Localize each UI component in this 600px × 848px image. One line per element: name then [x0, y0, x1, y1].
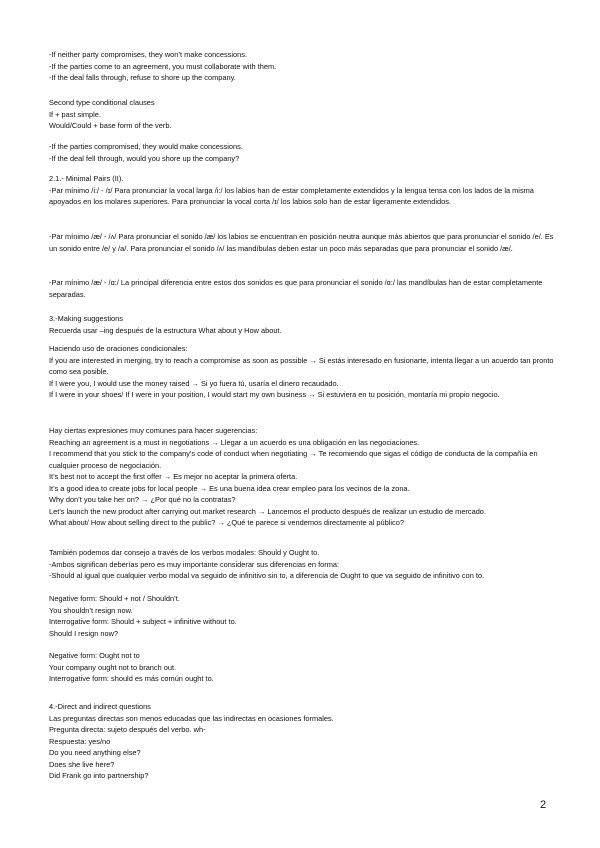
text-line: Negative form: Ought not to: [49, 651, 140, 660]
paragraph: -Par mínimo /æ/ - /ɑ:/ La principal diferencia entre estos dos sonidos es que para pronunciar el sonido /ɑ:/ las mandíbulas han de estar completamente separadas.: [49, 278, 543, 299]
text-line: También podemos dar consejo a través de los verbos modales: Should y Ought to.: [49, 548, 320, 557]
text-line: If + past simple.: [49, 109, 101, 119]
text-block-conditional-suggestions: [49, 343, 554, 401]
text-line: -If neither party compromises, they won’t make concessions.: [49, 50, 247, 59]
section-heading: 3.-Making suggestions: [49, 314, 123, 323]
text-line: -If the deal falls through, refuse to shore up the company.: [49, 73, 236, 82]
text-line: Your company ought not to branch out.: [49, 662, 177, 672]
text-line: Hay ciertas expresiones muy comunes para hacer sugerencias:: [49, 426, 258, 435]
text-line: I recommend that you stick to the company’s code of conduct when negotiating → Te recomiendo que sigas el código de conducta de la compañía en cualquier proceso de negociación.: [49, 449, 538, 470]
text-block-minimal-pairs-ae-a: [49, 277, 554, 300]
text-line: Respuesta: yes/no: [49, 736, 111, 746]
page-number: 2: [540, 799, 547, 811]
text-line: Haciendo uso de oraciones condicionales:: [49, 344, 188, 353]
text-block-modal-verbs: [49, 547, 554, 582]
text-block-common-expressions: [49, 425, 554, 529]
text-line: -Should al igual que cualquier verbo modal va seguido de infinitivo sin to, a diferencia de Ought to que va seguido de infinitivo con to.: [49, 571, 485, 580]
text-line: Do you need anything else?: [49, 748, 141, 757]
text-line: Why don’t you take her on? → ¿Por qué no la contratas?: [49, 495, 236, 504]
text-line: -If the parties come to an agreement, you must collaborate with them.: [49, 61, 277, 71]
text-line: Did Frank go into partnership?: [49, 771, 149, 780]
text-block-ought-forms: [49, 650, 554, 685]
text-block-direct-indirect-questions: [49, 701, 554, 782]
text-line: -If the parties compromised, they would make concessions.: [49, 142, 243, 151]
text-block-conditionals-first: [49, 49, 554, 84]
text-block-should-forms: [49, 593, 554, 639]
text-block-second-conditional: [49, 97, 554, 132]
text-line: Interrogative form: Should + subject + infinitive without to.: [49, 617, 237, 626]
text-line: Pregunta directa: sujeto después del verbo. wh-: [49, 725, 206, 734]
section-heading: 2.1.- Minimal Pairs (II).: [49, 174, 124, 183]
text-line: You shouldn’t resign now.: [49, 605, 133, 615]
text-line: Recuerda usar –ing después de la estructura What about y How about.: [49, 325, 282, 335]
text-line: If you are interested in merging, try to reach a compromise as soon as possible → Si estás interesado en fusionarte, intenta llegar a un acuerdo tan pronto como sea posible.: [49, 355, 554, 376]
text-line: Reaching an agreement is a must in negotiations → Llegar a un acuerdo es una obligación en las negociaciones.: [49, 437, 420, 447]
text-line: -If the deal fell through, would you shore up the company?: [49, 153, 240, 163]
text-line: It’s best not to accept the first offer → Es mejor no aceptar la primera oferta.: [49, 472, 298, 481]
text-block-second-conditional-examples: [49, 141, 554, 164]
paragraph: -Par mínimo /i:/ - /ɪ/ Para pronunciar la vocal larga /i:/ los labios han de estar completamente extendidos y la lengua tensa con los lados de la misma apoyados en los molares superiores. Para pronunciar la vocal corta /ɪ/ los labios solo han de estar ligeramente extendidos.: [49, 185, 534, 206]
text-block-minimal-pairs-ae-uh: [49, 231, 554, 254]
section-heading: 4.-Direct and indirect questions: [49, 702, 151, 711]
text-line: Let’s launch the new product after carrying out market research → Lancemos el producto después de realizar un estudio de mercado.: [49, 506, 486, 516]
section-heading: Second type conditional clauses: [49, 98, 155, 107]
text-block-minimal-pairs-i: [49, 173, 554, 208]
text-block-making-suggestions: [49, 313, 554, 336]
text-line: Would/Could + base form of the verb.: [49, 121, 172, 130]
paragraph: -Par mínimo /æ/ - /ʌ/ Para pronunciar el sonido /æ/ los labios se encuentran en posición neutra aunque más abiertos que para pronunciar el sonido /e/. Es un sonido entre /e/ y /a/. Para pronunciar el sonido /ʌ/ las mandíbulas deben estar un poco más separadas que para pronunciar el sonido /æ/.: [49, 232, 554, 253]
text-line: If I were in your shoes/ If I were in your position, I would start my own business → Si estuviera en tu posición, montaría mi propio negocio.: [49, 390, 500, 399]
text-line: It’s a good idea to create jobs for local people → Es una buena idea crear empleo para los vecinos de la zona.: [49, 483, 410, 493]
text-line: -Ambos significan deberías pero es muy importante considerar sus diferencias en forma:: [49, 559, 340, 569]
text-line: Interrogative form: should es más común ought to.: [49, 674, 214, 683]
text-line: What about/ How about selling direct to the public? → ¿Qué te parece si vendemos directamente al público?: [49, 518, 404, 527]
text-line: Las preguntas directas son menos educadas que las indirectas en ocasiones formales.: [49, 713, 334, 723]
text-line: Should I resign now?: [49, 628, 119, 638]
text-line: Does she live here?: [49, 759, 115, 769]
text-line: If I were you, I would use the money raised → Si yo fuera tú, usaría el dinero recaudado.: [49, 378, 339, 388]
text-line: Negative form: Should + not / Shouldn’t.: [49, 594, 180, 603]
